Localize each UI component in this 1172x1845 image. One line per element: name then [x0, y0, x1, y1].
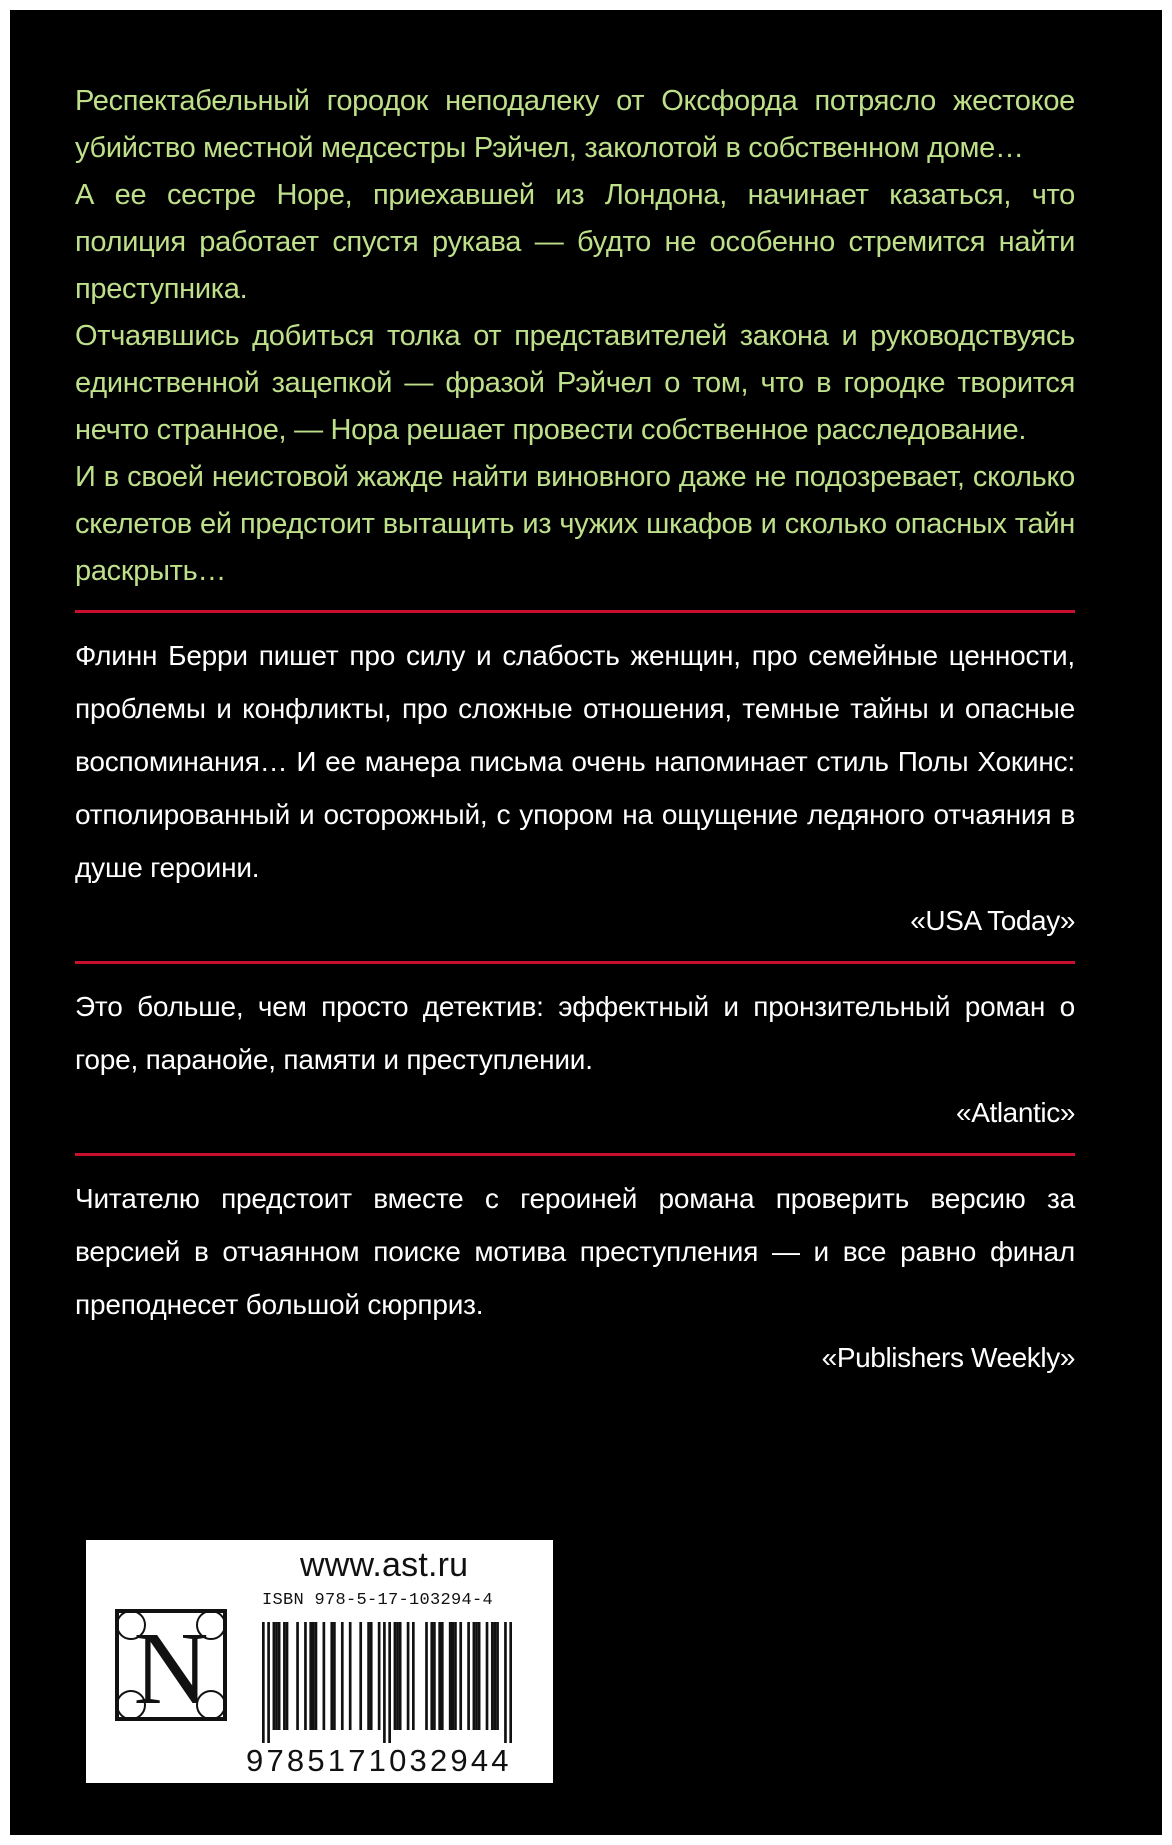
review-text: Это больше, чем просто детектив: эффектный и пронзительный роман о горе, паранойе, памяти и преступлении. [75, 991, 1075, 1075]
barcode-bar [430, 1622, 433, 1730]
text-column [75, 78, 1075, 1384]
synopsis-paragraph: Респектабельный городок неподалеку от Оксфорда потрясло жестокое убийство местной медсестры Рэйчел, заколотой в собственном доме… [75, 85, 1075, 164]
synopsis-paragraph: А ее сестре Норе, приехавшей из Лондона, начинает казаться, что полиция работает спустя рукава — будто не особенно стремится найти преступника. [75, 179, 1075, 305]
barcode-bar [304, 1622, 307, 1730]
barcode-bar [273, 1622, 276, 1730]
barcode-bar [412, 1622, 415, 1730]
review-text: Читателю предстоит вместе с героиней романа проверить версию за версией в отчаянном поиске мотива преступления — и все равно финал преподнесет большой сюрприз. [75, 1183, 1075, 1320]
barcode-bar [333, 1622, 336, 1730]
barcode-bar [296, 1622, 299, 1730]
barcode-bar [309, 1622, 312, 1730]
review-usa-today [75, 613, 1075, 961]
barcode-bar [494, 1622, 497, 1730]
barcode-bar [286, 1622, 289, 1730]
barcode-bar [454, 1622, 457, 1730]
barcode-bar [394, 1622, 397, 1730]
barcode-bar [262, 1622, 265, 1744]
isbn-text: ISBN 978-5-17-103294-4 [262, 1591, 494, 1610]
barcode-bar [425, 1622, 428, 1730]
logo-letter: N [133, 1611, 209, 1725]
barcode [262, 1622, 512, 1744]
barcode-bar [383, 1622, 386, 1744]
barcode-bar [467, 1622, 470, 1730]
barcode-bar [451, 1622, 454, 1730]
synopsis [75, 78, 1075, 595]
barcode-bar [267, 1622, 270, 1744]
review-atlantic [75, 964, 1075, 1153]
website-url: www.ast.ru [300, 1546, 469, 1584]
barcode-bar [478, 1622, 481, 1730]
barcode-bar [407, 1622, 410, 1730]
barcode-bar [378, 1622, 381, 1730]
publisher-logo-icon [111, 1605, 231, 1725]
barcode-bar [491, 1622, 494, 1730]
barcode-bar [441, 1622, 444, 1730]
barcode-bar [509, 1622, 512, 1744]
barcode-bar [475, 1622, 478, 1730]
barcode-bar [349, 1622, 352, 1730]
barcode-bar [486, 1622, 489, 1730]
barcode-bar [367, 1622, 370, 1730]
barcode-bar [399, 1622, 402, 1730]
barcode-bar [283, 1622, 286, 1730]
barcode-bar [396, 1622, 399, 1730]
review-publishers-weekly [75, 1156, 1075, 1384]
review-text: Флинн Берри пишет про силу и слабость женщин, про семейные ценности, проблемы и конфликты, про сложные отношения, темные тайны и опасные воспоминания… И ее манера письма очень напоминает стиль Полы Хокинс: отполированный и осторожный, с упором на ощущение ледяного отчаяния в душе героини. [75, 640, 1075, 883]
barcode-digits: 9785171032944 [246, 1743, 512, 1778]
barcode-bar [312, 1622, 315, 1730]
barcode-bar [359, 1622, 362, 1730]
barcode-bar [370, 1622, 373, 1730]
review-source: «USA Today» [910, 905, 1075, 936]
barcode-bar [388, 1622, 391, 1744]
synopsis-paragraph: И в своей неистовой жажде найти виновного даже не подозревает, сколько скелетов ей предстоит вытащить из чужих шкафов и сколько опасных тайн раскрыть… [75, 461, 1075, 587]
review-source: «Atlantic» [956, 1097, 1075, 1128]
barcode-bar [278, 1622, 281, 1730]
barcode-bar [323, 1622, 326, 1730]
barcode-bar [341, 1622, 344, 1730]
barcode-bar [459, 1622, 462, 1730]
barcode-bar [275, 1622, 278, 1730]
barcode-bar [473, 1622, 476, 1730]
barcode-bar [504, 1622, 507, 1744]
barcode-bar [438, 1622, 441, 1730]
back-cover [10, 10, 1162, 1835]
barcode-bar [315, 1622, 318, 1730]
barcode-bar [496, 1622, 499, 1730]
synopsis-paragraph: Отчаявшись добиться толка от представителей закона и руководствуясь единственной зацепкой — фразой Рэйчел о том, что в городке творится нечто странное, — Нора решает провести собственное расследование. [75, 320, 1075, 446]
review-source: «Publishers Weekly» [821, 1342, 1075, 1373]
barcode-bar [449, 1622, 452, 1730]
barcode-bar [330, 1622, 333, 1730]
barcode-label [86, 1540, 553, 1783]
barcode-bar [433, 1622, 436, 1730]
